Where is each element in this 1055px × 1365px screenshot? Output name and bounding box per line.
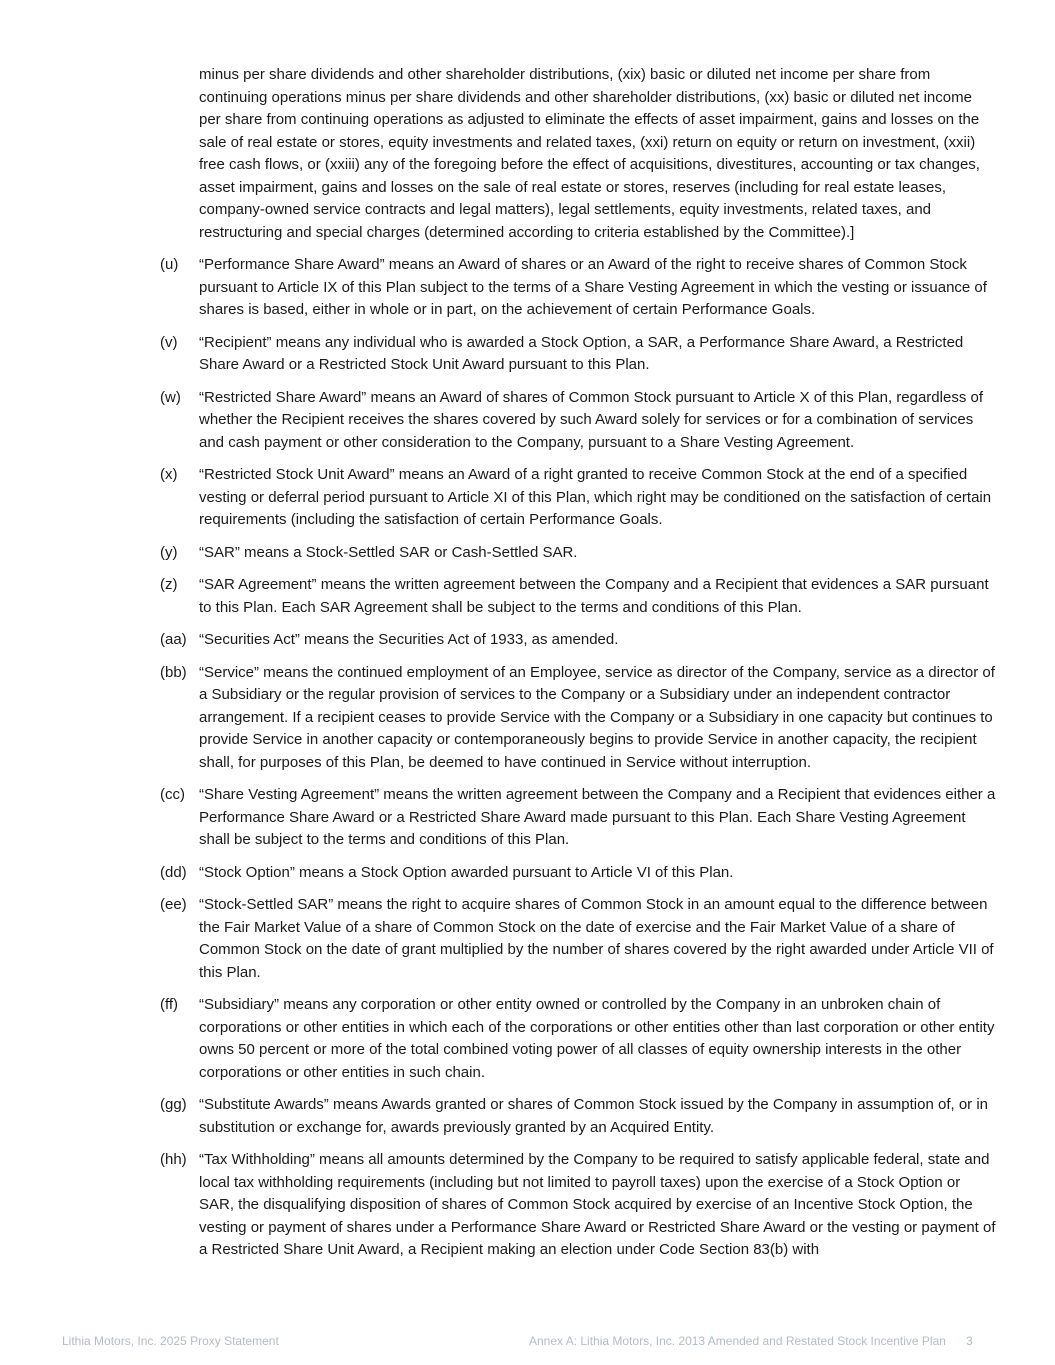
definition-item [160, 629, 996, 652]
definition-item [160, 784, 996, 852]
definition-item [160, 387, 996, 455]
footer-document-title: Lithia Motors, Inc. 2025 Proxy Statement [62, 1334, 279, 1348]
definition-item [160, 464, 996, 532]
definition-text: “SAR Agreement” means the written agreement between the Company and a Recipient that evidences a SAR pursuant to this Plan. Each SAR Agreement shall be subject to the terms and conditions of this Plan. [199, 576, 989, 616]
definition-item [160, 662, 996, 775]
definition-text: “Stock-Settled SAR” means the right to acquire shares of Common Stock in an amount equal to the difference between the Fair Market Value of a share of Common Stock on the date of exercise and the Fair Market Value of a share of Common Stock on the date of grant multiplied by the number of shares covered by the right awarded under Article VII of this Plan. [199, 896, 994, 981]
definition-label: (cc) [160, 786, 185, 803]
definition-label: (aa) [160, 631, 187, 648]
definition-item [160, 994, 996, 1084]
definition-item [160, 1094, 996, 1139]
definition-label: (z) [160, 576, 178, 593]
definition-label: (hh) [160, 1151, 187, 1168]
continuation-paragraph: minus per share dividends and other shareholder distributions, (xix) basic or diluted net income per share from continuing operations minus per share dividends and other shareholder distributions, (xx) basic or diluted net income per share from continuing operations as adjusted to eliminate the effects of asset impairment, gains and losses on the sale of real estate or stores, equity investments and related taxes, (xxi) return on equity or return on investment, (xxii) free cash flows, or (xxiii) any of the foregoing before the effect of acquisitions, divestitures, accounting or tax changes, asset impairment, gains and losses on the sale of real estate or stores, reserves (including for real estate leases, company-owned service contracts and legal matters), legal settlements, equity investments, related taxes, and restructuring and special charges (determined according to criteria established by the Committee).] [199, 66, 980, 241]
definition-label: (u) [160, 256, 179, 273]
definition-text: “Stock Option” means a Stock Option awarded pursuant to Article VI of this Plan. [199, 863, 734, 881]
definition-item [160, 574, 996, 619]
definition-label: (dd) [160, 863, 187, 881]
document-body [160, 64, 996, 1272]
definition-label: (x) [160, 466, 178, 483]
definition-list [160, 254, 996, 1262]
definition-text: “Tax Withholding” means all amounts determined by the Company to be required to satisfy applicable federal, state and local tax withholding requirements (including but not limited to payroll taxes) upon the exercise of a Stock Option or SAR, the disqualifying disposition of shares of Common Stock acquired by exercise of an Incentive Stock Option, the vesting or payment of shares under a Performance Share Award or Restricted Share Award or the vesting or payment of a Restricted Share Unit Award, a Recipient making an election under Code Section 83(b) with [199, 1151, 996, 1258]
definition-item [160, 862, 996, 885]
definition-item [160, 332, 996, 377]
definition-label: (gg) [160, 1096, 187, 1113]
definition-text: “Share Vesting Agreement” means the written agreement between the Company and a Recipient that evidences either a Performance Share Award or a Restricted Share Award made pursuant to this Plan. Each Share Vesting Agreement shall be subject to the terms and conditions of this Plan. [199, 786, 996, 848]
definition-text: “Substitute Awards” means Awards granted or shares of Common Stock issued by the Company in assumption of, or in substitution or exchange for, awards previously granted by an Acquired Entity. [199, 1096, 989, 1136]
definition-text: “Restricted Share Award” means an Award of shares of Common Stock pursuant to Article X of this Plan, regardless of whether the Recipient receives the shares covered by such Award solely for services or for a combination of services and cash payment or other consideration to the Company, pursuant to a Share Vesting Agreement. [199, 388, 983, 451]
footer-section-title: Annex A: Lithia Motors, Inc. 2013 Amended and Restated Stock Incentive Plan [529, 1334, 946, 1348]
definition-text: “Subsidiary” means any corporation or other entity owned or controlled by the Company in an unbroken chain of corporations or other entities in which each of the corporations or other entities other than last corporation or other entity owns 50 percent or more of the total combined voting power of all classes of equity ownership interests in the other corporations or other entities in such chain. [199, 996, 995, 1081]
definition-text: “Service” means the continued employment of an Employee, service as director of the Company, service as a director of a Subsidiary or the regular provision of services to the Company or a Subsidiary under an independent contractor arrangement. If a recipient ceases to provide Service with the Company or a Subsidiary in one capacity but continues to provide Service in another capacity or contemporaneously begins to provide Service in another capacity, the recipient shall, for purposes of this Plan, be deemed to have continued in Service without interruption. [199, 663, 995, 771]
page-number: 3 [966, 1334, 973, 1348]
definition-label: (bb) [160, 663, 187, 681]
definition-item [160, 894, 996, 984]
definition-text: “Recipient” means any individual who is awarded a Stock Option, a SAR, a Performance Share Award, a Restricted Share Award or a Restricted Stock Unit Award pursuant to this Plan. [199, 333, 964, 373]
definition-label: (v) [160, 333, 178, 351]
definition-label: (ff) [160, 996, 179, 1013]
definition-text: “Restricted Stock Unit Award” means an Award of a right granted to receive Common Stock at the end of a specified vesting or deferral period pursuant to Article XI of this Plan, which right may be conditioned on the satisfaction of certain requirements (including the satisfaction of certain Performance Goals. [199, 466, 992, 528]
definition-text: “SAR” means a Stock-Settled SAR or Cash-Settled SAR. [199, 543, 578, 561]
definition-text: “Performance Share Award” means an Award of shares or an Award of the right to receive shares of Common Stock pursuant to Article IX of this Plan subject to the terms of a Share Vesting Agreement in which the vesting or issuance of shares is based, either in whole or in part, on the achievement of certain Performance Goals. [199, 256, 987, 318]
definition-label: (ee) [160, 896, 187, 913]
definition-text: “Securities Act” means the Securities Act of 1933, as amended. [199, 631, 619, 648]
definition-label: (w) [160, 388, 181, 406]
definition-item [160, 1149, 996, 1262]
definition-item [160, 542, 996, 565]
definition-label: (y) [160, 543, 178, 561]
definition-item [160, 254, 996, 322]
